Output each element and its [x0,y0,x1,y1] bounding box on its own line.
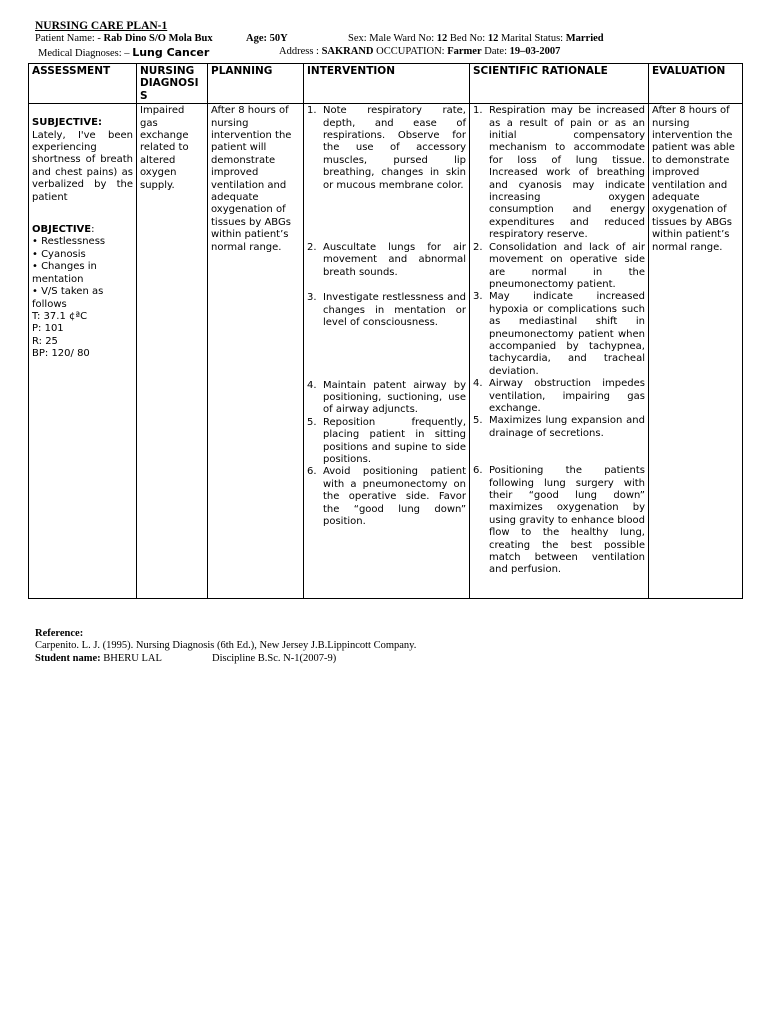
item-number: 1. [473,105,483,117]
list-item [473,291,645,378]
item-text: Note respiratory rate, depth, and ease of respirations. Observe for the use of accessory muscles, pursed lip breathing, changes in skin or mucous membrane color. [323,105,466,191]
age-value: 50Y [269,33,288,44]
vital-sign: R: 25 [32,335,58,347]
column-header-rationale: SCIENTIFIC RATIONALE [470,64,649,104]
item-number: 6. [307,466,317,478]
list-item [307,105,466,192]
list-item [307,466,466,528]
list-item [307,242,466,279]
date-value: 19–03-2007 [509,46,561,57]
objective-item: • Cyanosis [32,248,86,260]
sex-value: Male [369,33,391,44]
sex-ward-bed-marital [348,33,604,44]
evaluation-cell: After 8 hours of nursing intervention the patient was able to demonstrate improved ventilation and adequate oxygenation of tissues by ABGs within patient’s normal range. [649,104,743,599]
column-header-intervention: INTERVENTION [304,64,470,104]
discipline: Discipline B.Sc. N-1(2007-9) [212,653,337,664]
reference-label: Reference: [35,628,84,639]
item-number: 5. [473,415,483,427]
objective-item: • Changes in mentation [32,261,97,285]
item-number: 1. [307,105,317,117]
item-number: 3. [473,291,483,303]
vital-sign: P: 101 [32,323,64,335]
ward-value: 12 [436,33,448,44]
list-item [473,415,645,440]
item-number: 3. [307,292,317,304]
item-text: Positioning the patients following lung surgery with their “good lung down” maximizes oxygenation by using gravity to enhance blood flow to the healthy lung, creating the best possible match between ventilation and perfusion. [489,465,645,576]
list-item [307,380,466,417]
item-number: 5. [307,416,317,428]
sex-label: Sex: [348,33,370,44]
marital-label: Marital Status: [500,33,566,44]
assessment-cell [29,104,137,599]
ward-label: Ward No: [393,33,437,44]
objective-label: OBJECTIVE [32,224,92,236]
address-label: Address : [279,46,322,57]
rationale-cell [470,104,649,599]
planning-cell: After 8 hours of nursing intervention the patient will demonstrate improved ventilation and adequate oxygenation of tissues by ABGs within patient’s normal range. [208,104,304,599]
column-header-planning: PLANNING [208,64,304,104]
occupation-label: OCCUPATION: [376,46,448,57]
age-info [246,33,288,44]
diagnosis-header-text: NURSING DIAGNOSIS [140,65,199,102]
item-text: Reposition frequently, placing patient in sitting positions and supine to side positions. [323,416,466,465]
occupation-value: Farmer [447,46,482,57]
objective-heading [32,224,133,236]
item-number: 6. [473,465,483,477]
item-number: 2. [473,241,483,253]
list-item [307,292,466,329]
age-label: Age: [246,33,270,44]
diagnoses-label: Medical Diagnoses: – [38,48,133,59]
list-item [473,105,645,241]
bed-value: 12 [487,33,499,44]
vital-sign: T: 37.1 ¢ªC [32,310,88,322]
item-number: 2. [307,242,317,254]
item-text: Avoid positioning patient with a pneumonectomy on the operative side. Favor the “good lung down” position. [323,466,466,527]
student-label: Student name: [35,653,104,664]
diagnosis-cell: Impaired gas exchange related to altered oxygen supply. [137,104,208,599]
bed-label: Bed No: [449,33,488,44]
care-plan-table [28,63,743,599]
column-header-diagnosis [137,64,208,104]
item-number: 4. [307,379,317,391]
diagnoses-info [38,46,209,59]
address-info [279,46,560,57]
item-text: Investigate restlessness and changes in mentation or level of consciousness. [323,292,466,329]
table-row [29,104,743,599]
objective-item: • V/S taken as follows [32,286,104,310]
list-item [473,465,645,577]
item-text: Respiration may be increased as a result of pain or as an initial compensatory mechanism to accommodate for loss of lung tissue. Increased work of breathing and cyanosis may indicate increasing oxygen consumption and energy expenditures and reduced respiratory reserve. [489,105,645,241]
column-header-evaluation: EVALUATION [649,64,743,104]
vital-sign: BP: 120/ 80 [32,348,90,360]
intervention-cell [304,104,470,599]
subjective-label: SUBJECTIVE: [32,117,102,129]
item-number: 4. [473,378,483,390]
item-text: Maintain patent airway by positioning, suctioning, use of airway adjuncts. [323,379,466,416]
page-title: NURSING CARE PLAN-1 [35,20,168,32]
student-name: BHERU LAL [103,653,162,664]
item-text: Auscultate lungs for air movement and abnormal breath sounds. [323,242,466,278]
list-item [473,242,645,292]
list-item [473,378,645,415]
marital-value: Married [565,33,604,44]
reference-text: Carpenito. L. J. (1995). Nursing Diagnosis (6th Ed.), New Jersey J.B.Lippincott Company. [35,640,417,651]
diagnoses-value: Lung Cancer [132,46,210,59]
subjective-text: Lately, I've been experiencing shortness of breath and chest pains) as verbalized by the patient [32,129,133,203]
objective-item: • Restlessness [32,236,106,248]
item-text: Consolidation and lack of air movement on operative side are normal in the pneumonectomy patient. [489,241,645,290]
student-line [35,653,162,664]
patient-info-line [35,33,213,44]
address-value: SAKRAND [321,46,374,57]
item-text: May indicate increased hypoxia or complications such as mediastinal shift in pneumonectomy patient when accompanied by tachypnea, tachycardia, and tracheal deviation. [489,291,645,377]
patient-name-label: Patient Name: - [35,33,104,44]
patient-name: Rab Dino S/O Mola Bux [103,33,213,44]
rationale-list [473,105,645,577]
date-label: Date: [484,46,510,57]
table-header-row [29,64,743,104]
objective-colon: : [91,224,95,236]
item-text: Maximizes lung expansion and drainage of secretions. [489,415,645,439]
column-header-assessment: ASSESSMENT [29,64,137,104]
item-text: Airway obstruction impedes ventilation, impairing gas exchange. [489,378,645,414]
intervention-list [307,105,466,528]
list-item [307,417,466,467]
